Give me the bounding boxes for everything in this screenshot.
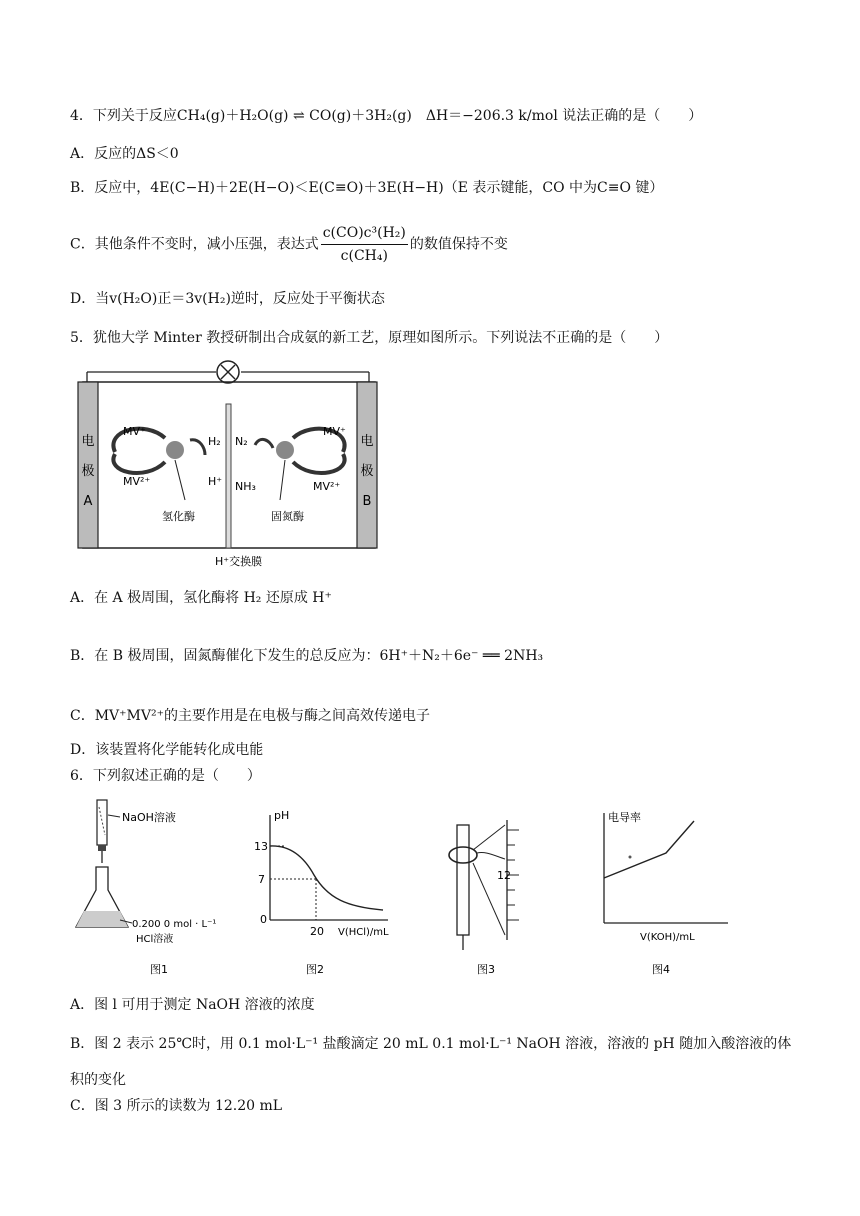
label-h2: H₂	[208, 435, 221, 448]
fig2-tick-13: 13	[254, 840, 268, 853]
label-n2: N₂	[235, 435, 248, 448]
q6-option-b: B．图 2 表示 25℃时，用 0.1 mol·L⁻¹ 盐酸滴定 20 mL 0.1 mol·L⁻¹ NaOH 溶液，溶液的 pH 随加入酸溶液的体积的变化	[70, 1036, 792, 1088]
membrane	[226, 404, 231, 548]
q4-option-b: B．反应中，4E(C−H)＋2E(H−O)＜E(C≡O)＋3E(H−H)（E 表示键能，CO 中为C≡O 键）	[70, 180, 664, 196]
electrode-b-label-1: 电	[360, 434, 374, 449]
fig3-caption: 图3	[477, 963, 495, 976]
fig2-ylabel: pH	[274, 809, 290, 822]
q4-option-d: D．当v(H₂O)正＝3v(H₂)逆时，反应处于平衡状态	[70, 291, 385, 307]
q6-option-c: C．图 3 所示的读数为 12.20 mL	[70, 1098, 283, 1114]
label-mv2-plus-right: MV²⁺	[313, 480, 341, 493]
q6-figure-1	[70, 795, 235, 985]
q4-fraction-denominator: c(CH₄)	[340, 248, 388, 264]
electrode-a-label-3: A	[83, 494, 93, 509]
fig1-reagent-label: NaOH溶液	[122, 811, 176, 824]
label-nitrogenase: 固氮酶	[271, 510, 304, 523]
electrode-b-label-2: 极	[360, 464, 374, 479]
cycle-arrow-right-bottom	[293, 454, 345, 473]
q4-option-a: A．反应的ΔS＜0	[70, 146, 179, 162]
fig2-tick-20: 20	[310, 925, 324, 938]
fig1-conc-label: 0.200 0 mol · L⁻¹	[132, 919, 217, 930]
enzyme-nitrogenase-icon	[276, 441, 294, 459]
fig4-ylabel: 电导率	[608, 811, 641, 824]
fig2-caption: 图2	[306, 963, 324, 976]
fig1-caption: 图1	[150, 963, 168, 976]
enzyme-hydrogenase-icon	[166, 441, 184, 459]
burette-tube	[457, 825, 469, 935]
electrode-a-label-2: 极	[81, 464, 95, 479]
label-mv-plus-right: MV⁺	[323, 425, 346, 438]
electrode-b-label-3: B	[362, 494, 372, 509]
q5-electrolysis-figure	[75, 360, 390, 575]
fig3-reading-label: 12	[497, 869, 511, 882]
label-membrane: H⁺交换膜	[215, 555, 263, 568]
q5-option-c: C．MV⁺MV²⁺的主要作用是在电极与酶之间高效传递电子	[70, 708, 430, 724]
q5-option-a: A．在 A 极周围，氢化酶将 H₂ 还原成 H⁺	[70, 590, 332, 606]
fig4-xlabel: V(KOH)/mL	[640, 932, 695, 943]
fig2-xlabel: V(HCl)/mL	[338, 927, 389, 938]
q4-option-c	[70, 222, 508, 267]
fig2-tick-7: 7	[258, 873, 265, 886]
q6-stem: 6．下列叙述正确的是（ ）	[70, 768, 261, 784]
q6-figure-4	[590, 795, 740, 985]
fig2-ph-curve	[270, 846, 383, 910]
fig2-origin: 0	[260, 913, 267, 926]
q5-stem: 5．犹他大学 Minter 教授研制出合成氨的新工艺，原理如图所示。下列说法不正确的是（ ）	[70, 330, 669, 346]
q4-option-c-post: 的数值保持不变	[409, 236, 508, 253]
q4-option-c-pre: C．其他条件不变时，减小压强，表达式	[70, 236, 319, 253]
label-mv2-plus-left: MV²⁺	[123, 475, 151, 488]
label-mv-plus-left: MV⁺	[123, 425, 146, 438]
q6-option-a: A．图 l 可用于测定 NaOH 溶液的浓度	[70, 997, 315, 1013]
electrode-a-label-1: 电	[81, 434, 95, 449]
q5-option-d: D．该装置将化学能转化成电能	[70, 742, 264, 758]
label-h-plus: H⁺	[208, 475, 223, 488]
fig4-caption: 图4	[652, 963, 670, 976]
q4-stem: 4．下列关于反应CH₄(g)＋H₂O(g) ⇌ CO(g)＋3H₂(g) ΔH＝−206.3 k/mol 说法正确的是（ ）	[70, 108, 703, 124]
q6-figure-2	[248, 795, 398, 985]
label-nh3: NH₃	[235, 480, 256, 493]
cycle-arrow-left-bottom	[113, 454, 165, 473]
q6-figure-3	[435, 795, 555, 985]
fig4-conductivity-line	[604, 821, 694, 878]
q4-fraction-numerator: c(CO)c³(H₂)	[321, 222, 408, 245]
q4-fraction	[321, 222, 408, 267]
lamp-icon	[217, 361, 239, 383]
fig1-solution-label: HCl溶液	[136, 934, 174, 945]
burette	[97, 800, 107, 845]
q5-option-b: B．在 B 极周围，固氮酶催化下发生的总反应为：6H⁺＋N₂＋6e⁻ ══ 2NH₃	[70, 648, 544, 664]
label-hydrogenase: 氢化酶	[162, 510, 195, 523]
